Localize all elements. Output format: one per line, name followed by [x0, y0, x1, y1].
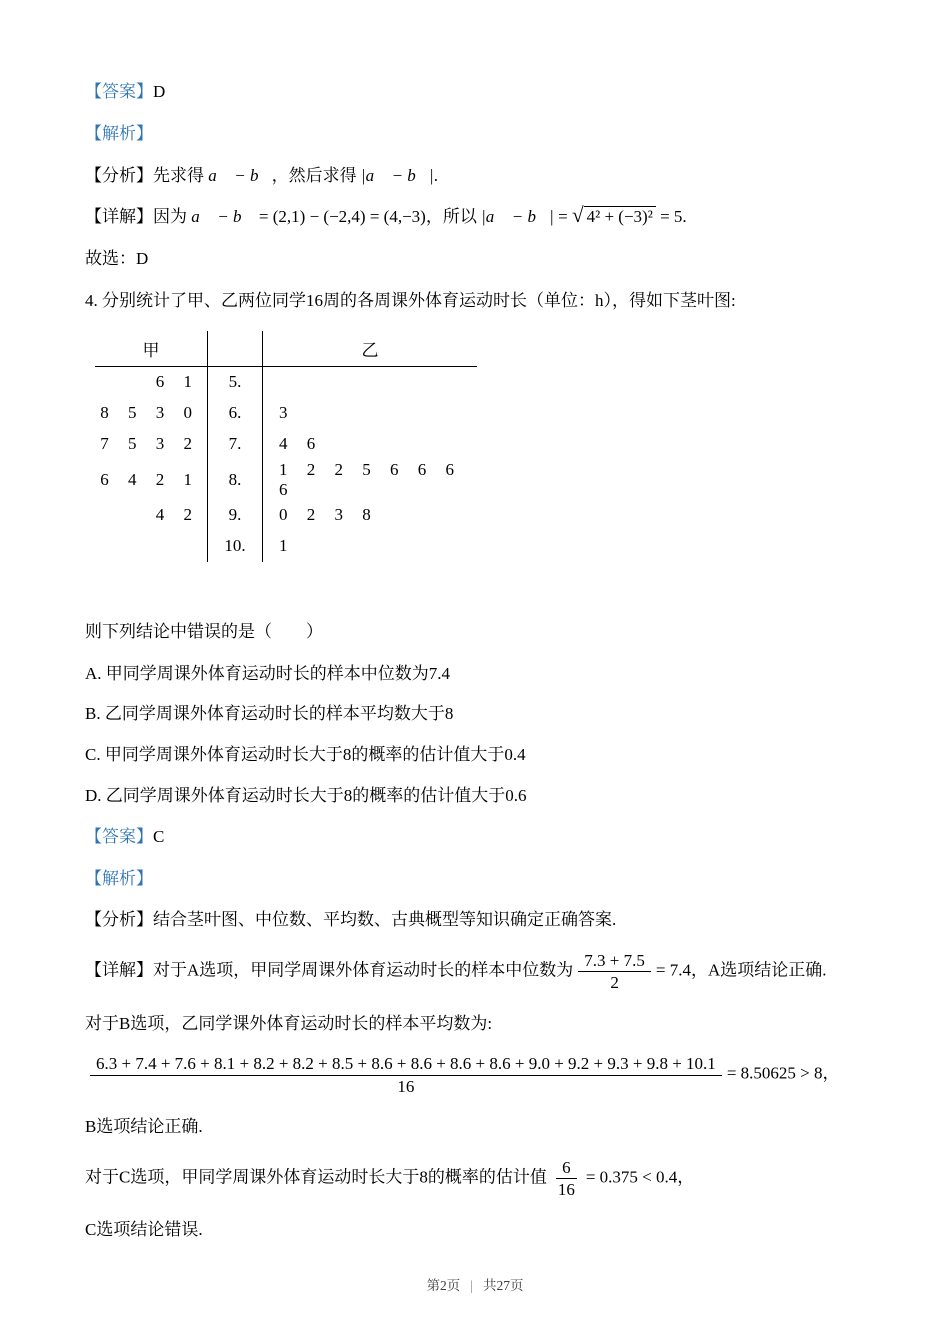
yi-leaves: 1	[279, 536, 288, 556]
option-b: B. 乙同学周课外体育运动时长的样本平均数大于8	[85, 704, 454, 724]
q3-fenxi-line	[85, 164, 865, 188]
abs-vector-expression: |a⃗ − b⃗|	[481, 207, 554, 227]
stemleaf-row	[95, 460, 477, 500]
stemleaf-header-row	[95, 331, 477, 367]
vector-expression: a⃗ − b⃗	[208, 165, 272, 185]
xiangjie-tag: 【详解】	[85, 960, 153, 980]
answer-value: C	[153, 826, 165, 846]
period: .	[433, 165, 438, 185]
fraction-numerator: 7.3 + 7.5	[578, 950, 651, 972]
explanation-b-result: = 8.50625 > 8，	[726, 1064, 840, 1084]
abs-vector-expression: |a⃗ − b⃗|	[360, 165, 434, 185]
stemleaf-row	[95, 531, 477, 562]
yi-leaves: 3	[279, 403, 288, 423]
q4-answer-line	[85, 825, 865, 849]
stemleaf-header-jia: 甲	[142, 340, 160, 360]
explanation-a-result: = 7.4，A选项结论正确.	[655, 960, 827, 980]
page-footer	[0, 1274, 950, 1294]
footer-separator: |	[470, 1278, 473, 1293]
fraction-mean	[90, 1053, 722, 1097]
fraction-probability	[552, 1157, 581, 1201]
equation-part: = (2,1) − (−2,4) = (4,−3)	[254, 207, 426, 227]
fraction-denominator: 2	[610, 973, 619, 993]
stemleaf-row	[95, 367, 477, 398]
answer-value: D	[153, 82, 166, 101]
explanation-c-result: = 0.375 < 0.4，	[585, 1167, 695, 1187]
jia-leaves: 7 5 3 2	[100, 434, 192, 454]
answer-tag: 【答案】	[85, 82, 153, 101]
option-a: A. 甲同学周课外体育运动时长的样本中位数为7.4	[85, 663, 451, 683]
jiexi-tag: 【解析】	[85, 868, 153, 888]
q4-explanation-b-conclusion: B选项结论正确.	[85, 1116, 203, 1136]
xiangjie-text: 因为	[153, 207, 192, 227]
fenxi-tag: 【分析】	[85, 165, 153, 185]
stemleaf-header-yi: 乙	[361, 340, 379, 360]
q4-analysis-header-line	[85, 867, 865, 891]
footer-total-pages: 共27页	[482, 1278, 524, 1293]
q4-stem-text: 4. 分别统计了甲、乙两位同学16周的各周课外体育运动时长（单位：h），得如下茎叶图:	[85, 290, 736, 310]
q3-answer-line	[85, 80, 865, 104]
fraction-numerator: 6	[556, 1157, 577, 1179]
fraction-median	[578, 950, 651, 994]
jia-leaves: 8 5 3 0	[100, 403, 192, 423]
xiangjie-tag: 【详解】	[85, 207, 153, 227]
equation-result: = 5	[655, 207, 683, 227]
stem-value: 6.	[207, 398, 263, 429]
stem-value: 10.	[207, 531, 263, 562]
fenxi-text: 先求得	[153, 165, 209, 185]
answer-tag: 【答案】	[85, 826, 153, 846]
yi-leaves: 4 6	[279, 434, 316, 454]
jia-leaves: 6 1	[155, 372, 192, 392]
equals-sign: =	[553, 207, 572, 227]
q3-analysis-header-line	[85, 122, 865, 146]
sqrt-expression	[571, 203, 656, 228]
fenxi-text: 结合茎叶图、中位数、平均数、古典概型等知识确定正确答案.	[153, 910, 617, 930]
q4-explanation-c-conclusion: C选项结论错误.	[85, 1220, 203, 1240]
fenxi-text: ，然后求得	[271, 165, 361, 185]
fraction-denominator: 16	[397, 1076, 415, 1096]
stemleaf-row	[95, 398, 477, 429]
explanation-c-text: 对于C选项，甲同学周课外体育运动时长大于8的概率的估计值	[85, 1167, 547, 1187]
stemleaf-row	[95, 429, 477, 460]
q4-explanation-a-line	[85, 950, 865, 994]
jia-leaves: 6 4 2 1	[100, 469, 192, 489]
fraction-numerator: 6.3 + 7.4 + 7.6 + 8.1 + 8.2 + 8.2 + 8.5 + 8.6 + 8.6 + 8.6 + 8.6 + 9.0 + 9.2 + 9.3 + 9.8 + 10.1	[90, 1053, 722, 1075]
q3-conclusion-line: 故选：D	[85, 249, 149, 269]
q4-explanation-b-equation	[85, 1053, 865, 1097]
option-d: D. 乙同学周课外体育运动时长大于8的概率的估计值大于0.6	[85, 785, 527, 805]
stemleaf-header-stem	[207, 331, 263, 366]
fenxi-tag: 【分析】	[85, 910, 153, 930]
q3-xiangjie-line	[85, 205, 865, 229]
jia-leaves: 4 2	[155, 505, 192, 525]
yi-leaves: 0 2 3 8	[279, 505, 371, 525]
yi-leaves: 1 2 2 5 6 6 6 6	[279, 459, 454, 499]
q4-question-text: 则下列结论中错误的是（ ）	[85, 621, 323, 641]
stem-value: 9.	[207, 500, 263, 531]
radicand: 4² + (−3)²	[584, 206, 656, 226]
stem-value: 8.	[207, 460, 263, 500]
explanation-a-text: 对于A选项，甲同学周课外体育运动时长的样本中位数为	[153, 960, 574, 980]
q4-fenxi-line	[85, 908, 865, 932]
jiexi-tag: 【解析】	[85, 123, 153, 143]
q4-explanation-c-line	[85, 1157, 865, 1201]
q4-explanation-b-intro: 对于B选项，乙同学课外体育运动时长的样本平均数为:	[85, 1013, 493, 1033]
radical-sign: √	[571, 203, 584, 228]
footer-page-number: 第2页	[426, 1278, 461, 1293]
stem-and-leaf-plot	[95, 331, 477, 562]
fraction-denominator: 16	[557, 1180, 575, 1199]
option-c: C. 甲同学周课外体育运动时长大于8的概率的估计值大于0.4	[85, 745, 526, 765]
xiangjie-text: ，所以	[425, 207, 482, 227]
stemleaf-row	[95, 500, 477, 531]
stem-value: 7.	[207, 429, 263, 460]
vector-expression: a⃗ − b⃗	[191, 207, 255, 227]
period: .	[682, 207, 687, 227]
stem-value: 5.	[207, 367, 263, 398]
